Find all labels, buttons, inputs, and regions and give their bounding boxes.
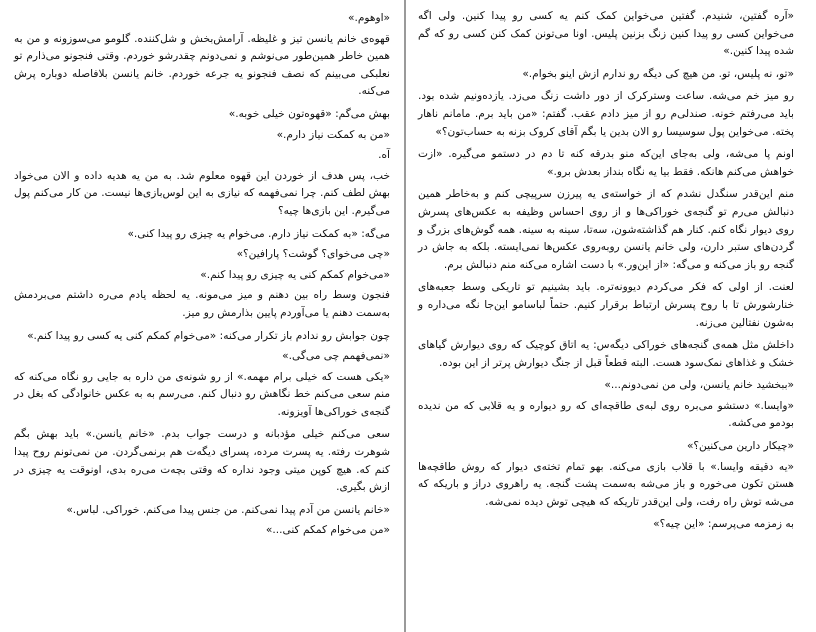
paragraph: اونم پا می‌شه، ولی به‌جای این‌که منو بدرقه کنه تا دم در دستمو می‌گیره. «ازت خواهش می‌کنم هانکه. فقط بیا یه نگاه بنداز بعدش برو.» [418,148,794,178]
paragraph: لعنت. از اولی که فکر می‌کردم دیوونه‌تره. باید بشینیم تو تاریکی وسط جعبه‌های خنارشورش تا با روح پسرش ارتباط برقرار کنیم. حتماً لباسامو این‌جا نگه می‌داره و به‌شون نفتالین می‌زنه. [418,281,794,329]
paragraph: خب، پس هدف از خوردن این قهوه معلوم شد. به من یه هدیه داده و الان می‌خواد بهش لطف کنم. چرا نمی‌فهمه که نیازی به این لوس‌بازی‌ها نیست. من کار می‌کنم پول می‌گیرم. این بازی‌ها چیه؟ [14,169,390,217]
paragraph: فنجون وسط راه بین دهنم و میز می‌مونه. یه لحظه یادم می‌ره داشتم می‌بردمش به‌سمت دهنم یا می‌آوردم پایین بذارمش رو میز. [14,289,390,319]
paragraph: «من می‌خوام کمکم کنی...» [265,524,390,537]
paragraph: سعی می‌کنم خیلی مؤدبانه و درست جواب بدم. «خانم یانسن.» باید بهش بگم شوهرت رفته. یه پسرت مرده، پسرای دیگه‌ت هم برنمی‌گردن. من نمی‌تونم روح پیدا کنم که. هیچ کوپن میتی وجود نداره که وقتی بچه‌ت می‌ره بدی، اونوقت یه چیزی در ازش بگیری. [14,428,390,494]
paragraph: «نمی‌فهمم چی می‌گی.» [282,350,390,363]
paragraph: «چیکار دارین می‌کنین؟» [686,440,794,453]
paragraph: آه. [378,149,390,162]
paragraph: چون جوابش رو ندادم باز تکرار می‌کنه: «می‌خوام کمکم کنی یه کسی رو پیدا کنم.» [27,329,390,342]
paragraph: منم این‌قدر سنگدل نشدم که از خواسته‌ی یه پیرزن سرپیچی کنم و به‌خاطر همین دنبالش می‌رم تو گنجه‌ی خوراکی‌ها و از روی احساس وظیفه به عکس‌های پسرش روی دیوار نگاه کنم. کنار هم گذاشته‌شون، سه‌تا، سینه به سینه. همه گوش‌های بزرگ و گردن‌های ستبر دارن، ولی خانم یانسن روبه‌روی عکس‌ها نمی‌ایسته. بلکه به جاش در گنجه رو باز می‌کنه و می‌گه: «از این‌ور.» با دست اشاره می‌کنه منم دنبالش برم. [418,188,794,271]
paragraph: «یه دقیقه وایسا.» با قلاب بازی می‌کنه. بهو تمام تخته‌ی دیوار که روش طاقچه‌ها هستن تکون می‌خوره و باز می‌شه به‌سمت پشت گنجه. یه راهروی دراز و باریکه که می‌شه توش راه رفت، ولی این‌قدر تاریکه که هیچی توش دیده نمی‌شه. [418,460,794,508]
paragraph: «خانم یانسن من آدم پیدا نمی‌کنم. من جنس پیدا می‌کنم. خوراکی. لباس.» [66,503,390,516]
paragraph: «یکی هست که خیلی برام مهمه.» از رو شونه‌ی من داره به جایی رو نگاه می‌کنه که منم سعی می‌کنم خط نگاهش رو دنبال کنم. می‌رسم به به عکس خانوادگی که بغل در گنجه‌ی خوراکی‌ها آویزونه. [14,370,390,418]
paragraph: «اوهوم.» [347,12,390,24]
paragraph: به زمزمه می‌پرسم: «این چیه؟» [653,518,794,531]
paragraph: «من به کمکت نیاز دارم.» [276,128,390,141]
paragraph: «آره گفتین، شنیدم. گفتین می‌خواین کمک کنم یه کسی رو پیدا کنین. ولی اگه می‌خواین کسی رو پیدا کنین زنگ بزنین پلیس. اونا می‌تونن کمک کنن کسی رو که گم شده پیدا کنین.» [418,10,794,58]
paragraph: «چی می‌خوای؟ گوشت؟ پارافین؟» [236,248,390,261]
paragraph: داخلش مثل همه‌ی گنجه‌های خوراکی دیگه‌س: یه اتاق کوچیک که روی دیوارش گیاهای خشک و غذاهای نمک‌سود هست. البته قطعاً قبل از جنگ دیوارش پرتر از این بوده. [418,339,794,369]
paragraph: قهوه‌ی خانم یانسن تیز و غلیظه. آرامش‌بخش و شل‌کننده. گلومو می‌سوزونه و من به همین خاطر همین‌طور می‌نوشم و نمی‌دونم چقدرشو خوردم. وقتی فنجونو می‌ذارم تو نعلبکی می‌بینم که نصف فنجونو یه جرعه خوردم. خانم یانسن بلافاصله دوباره پرش می‌کنه. [14,32,390,98]
left-page [0,0,404,632]
paragraph: «تو، نه پلیس، تو. من هیچ کی دیگه رو ندارم ازش اینو بخوام.» [522,67,794,80]
paragraph: بهش می‌گم: «قهوه‌تون خیلی خوبه.» [228,107,390,120]
paragraph: «می‌خوام کمکم کنی یه چیزی رو پیدا کنم.» [200,268,390,281]
paragraph: رو میز خم می‌شه. ساعت وسترکرک از دور داشت زنگ می‌زد. یازده‌ونیم شده بود. باید می‌رفتم خونه. صندلی‌م رو از میز دادم عقب. گفتم: «من باید برم. مامانم ناهار پخته. می‌خواین پول سوسیسا رو الان بدین یا بگم آقای کروک بزنه به حساب‌تون؟» [418,90,794,138]
paragraph: می‌گه: «به کمکت نیاز دارم. می‌خوام یه چیزی رو پیدا کنی.» [127,227,390,240]
paragraph: «وایسا.» دستشو می‌بره روی لبه‌ی طاقچه‌ای که رو دیواره و یه قلابی که من ندیده بودمو می‌کشه. [418,399,794,430]
right-page [406,0,816,632]
paragraph: «ببخشید خانم یانسن، ولی من نمی‌دونم...» [604,379,794,392]
